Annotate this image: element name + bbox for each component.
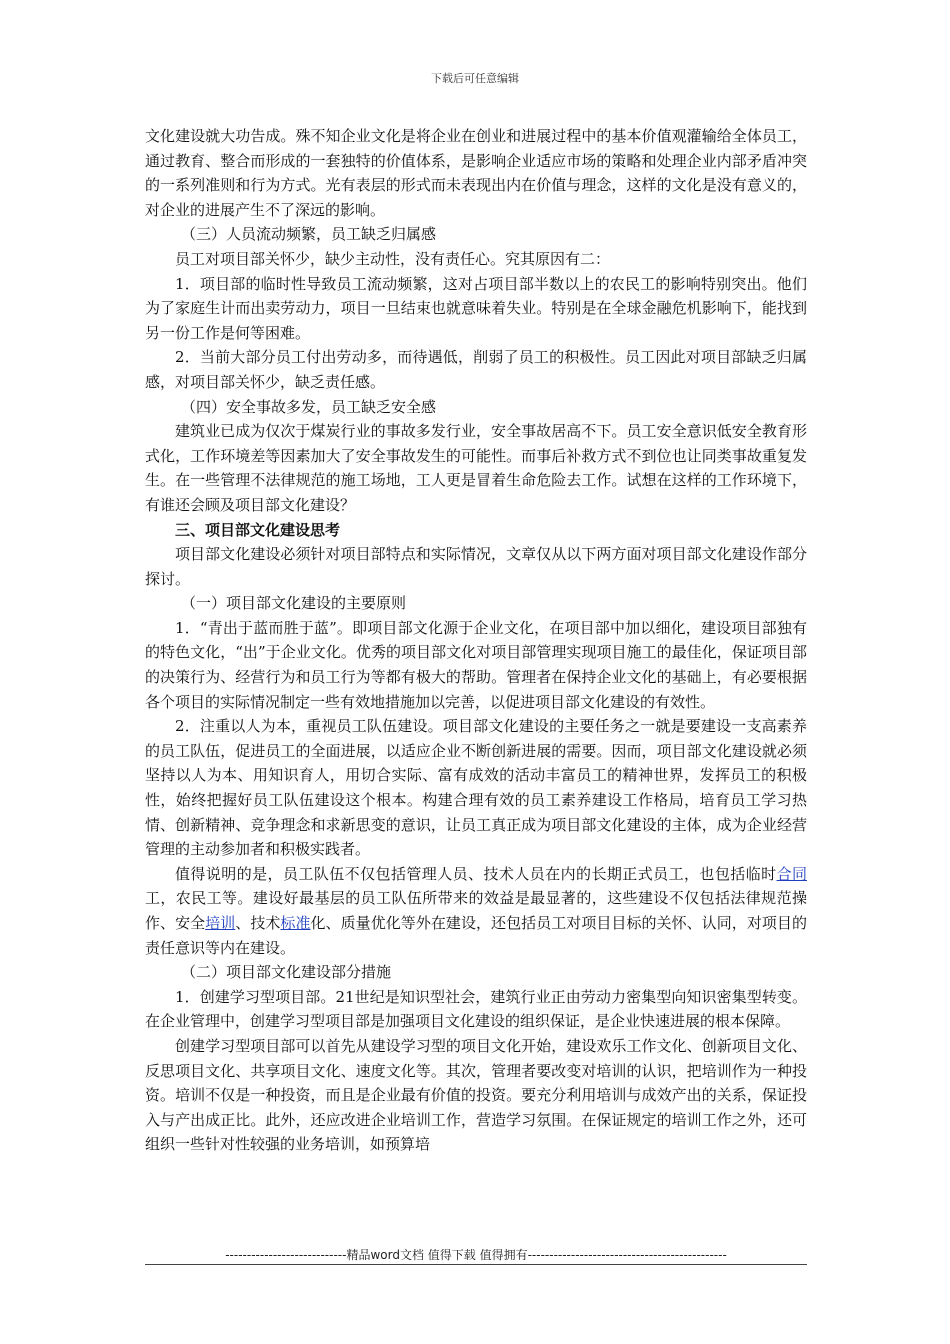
page-header: 下载后可任意编辑 (431, 72, 519, 85)
text-run: 值得说明的是，员工队伍不仅包括管理人员、技术人员在内的长期正式员工，也包括临时 (175, 864, 777, 883)
document-body (145, 124, 807, 1157)
text-run: 、技术 (235, 914, 281, 932)
link-training[interactable]: 培训 (205, 914, 236, 932)
section-heading-staff-turnover: （三）人员流动频繁，员工缺乏归属感 (181, 225, 437, 244)
paragraph-culture-intro: 文化建设就大功告成。殊不知企业文化是将企业在创业和进展过程中的基本价值观灌输给全体员工，通过教育、整合而形成的一套独特的价值体系，是影响企业适应市场的策略和处理企业内部矛盾冲突的一系列准则和行为方式。光有表层的形式而未表现出内在价值与理念，这样的文化是没有意义的，对企业的进展产生不了深远的影响。 (145, 127, 807, 219)
link-standard[interactable]: 标准 (280, 914, 311, 932)
page-footer: ----------------------------精品word文档 值得下载 值得拥有---------------------------------------------- (225, 1248, 727, 1262)
section-heading-safety: （四）安全事故多发，员工缺乏安全感 (181, 397, 437, 416)
text-run: 化、质量优化等外在建设，还包括员工对项目目标的关怀、认同，对项目的责任意识等内在建设。 (145, 914, 807, 957)
paragraph-reflection-intro: 项目部文化建设必须针对项目部特点和实际情况，文章仅从以下两方面对项目部文化建设作部分探讨。 (145, 545, 807, 588)
section-heading-measures: （二）项目部文化建设部分措施 (181, 963, 392, 982)
paragraph-safety: 建筑业已成为仅次于煤炭行业的事故多发行业，安全事故居高不下。员工安全意识低安全教育形式化，工作环境差等因素加大了安全事故发生的可能性。而事后补救方式不到位也让同类事故重复发生。在一些管理不法律规范的施工场地，工人更是冒着生命危险去工作。试想在这样的工作环境下，有谁还会顾及项目部文化建设？ (145, 422, 807, 514)
paragraph-learning-culture: 创建学习型项目部可以首先从建设学习型的项目文化开始，建设欢乐工作文化、创新项目文化、反思项目文化、共享项目文化、速度文化等。其次，管理者要改变对培训的认识，把培训作为一种投资。培训不仅是一种投资，而且是企业最有价值的投资。要充分利用培训与成效产出的关系，保证投入与产出成正比。此外，还应改进企业培训工作，营造学习氛围。在保证规定的培训工作之外，还可组织一些针对性较强的业务培训，如预算培 (145, 1036, 807, 1154)
footer-divider (145, 1264, 807, 1265)
link-contract[interactable]: 合同 (776, 864, 807, 883)
section-heading-principles: （一）项目部文化建设的主要原则 (181, 594, 407, 613)
section-heading-reflection: 三、项目部文化建设思考 (175, 520, 341, 539)
paragraph-point-1-temporary: 1．项目部的临时性导致员工流动频繁，这对占项目部半数以上的农民工的影响特别突出。他们为了家庭生计而出卖劳动力，项目一旦结束也就意味着失业。特别是在全球金融危机影响下，能找到另一份工作是何等困难。 (145, 274, 807, 342)
paragraph-principle-2: 2．注重以人为本，重视员工队伍建设。项目部文化建设的主要任务之一就是要建设一支高素养的员工队伍，促进员工的全面进展，以适应企业不断创新进展的需要。因而，项目部文化建设就必须坚持以人为本、用知识育人，用切合实际、富有成效的活动丰富员工的精神世界，发挥员工的积极性，始终把握好员工队伍建设这个根本。构建合理有效的员工素养建设工作格局，培育员工学习热情、创新精神、竞争理念和求新思变的意识，让员工真正成为项目部文化建设的主体，成为企业经营管理的主动参加者和积极实践者。 (145, 717, 807, 859)
paragraph-workforce-note (145, 862, 807, 960)
paragraph-principle-1: 1．“青出于蓝而胜于蓝”。即项目部文化源于企业文化，在项目部中加以细化，建设项目部独有的特色文化，“出”于企业文化。优秀的项目部文化对项目部管理实现项目施工的最佳化，保证项目部的决策行为、经营行为和员工行为等都有极大的帮助。管理者在保持企业文化的基础上，有必要根据各个项目的实际情况制定一些有效地措施加以完善，以促进项目部文化建设的有效性。 (145, 618, 807, 711)
paragraph-staff-care: 员工对项目部关怀少，缺少主动性，没有责任心。究其原因有二： (175, 249, 611, 268)
text-run: 工，农民工等。建设好最基层的员工队伍所带来的效益是最显著的，这些建设不仅包括法律规范操作、安全 (145, 889, 807, 932)
paragraph-measure-1: 1．创建学习型项目部。21世纪是知识型社会，建筑行业正由劳动力密集型向知识密集型转变。在企业管理中，创建学习型项目部是加强项目文化建设的组织保证，是企业快速进展的根本保障。 (145, 987, 807, 1031)
paragraph-point-2-pay: 2．当前大部分员工付出劳动多，而待遇低，削弱了员工的积极性。员工因此对项目部缺乏归属感，对项目部关怀少，缺乏责任感。 (145, 348, 807, 391)
